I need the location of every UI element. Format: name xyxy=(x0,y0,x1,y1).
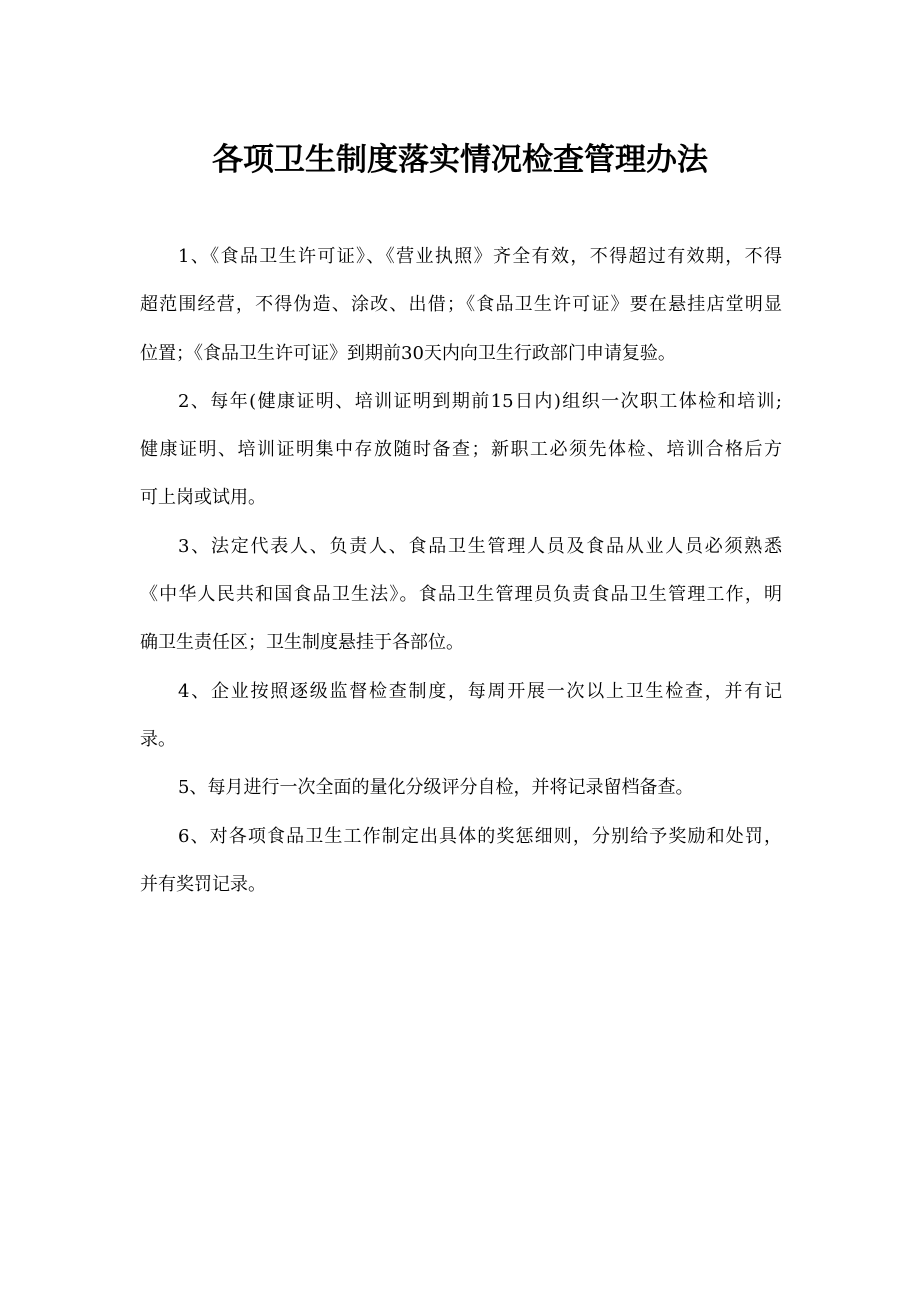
text-line: 1、《食品卫生许可证》、《营业执照》齐全有效，不得超过有效期，不得 xyxy=(178,246,782,267)
paragraph-5 xyxy=(140,771,782,819)
text-line: 确卫生责任区；卫生制度悬挂于各部位。 xyxy=(140,632,464,654)
text-line: 5、每月进行一次全面的量化分级评分自检，并将记录留档备查。 xyxy=(178,777,694,799)
text-line: 健康证明、培训证明集中存放随时备查；新职工必须先体检、培训合格后方 xyxy=(140,439,782,461)
text-line: 位置；《食品卫生许可证》到期前30天内向卫生行政部门申请复验。 xyxy=(140,342,676,364)
paragraph-4 xyxy=(140,675,782,772)
text-line: 超范围经营，不得伪造、涂改、出借；《食品卫生许可证》要在悬挂店堂明显 xyxy=(140,294,782,316)
paragraph-1 xyxy=(140,240,782,385)
document-title: 各项卫生制度落实情况检查管理办法 xyxy=(212,142,708,178)
text-line: 3、法定代表人、负责人、食品卫生管理人员及食品从业人员必须熟悉 xyxy=(178,535,782,557)
paragraph-6 xyxy=(140,820,782,917)
text-line: 录。 xyxy=(140,728,176,750)
document-body xyxy=(140,240,782,916)
text-line: 并有奖罚记录。 xyxy=(140,873,266,895)
text-line: 6、对各项食品卫生工作制定出具体的奖惩细则，分别给予奖励和处罚， xyxy=(178,825,782,847)
text-line: 可上岗或试用。 xyxy=(140,487,266,509)
text-line: 2、每年(健康证明、培训证明到期前15日内)组织一次职工体检和培训; xyxy=(178,390,782,412)
text-line: 《中华人民共和国食品卫生法》。食品卫生管理员负责食品卫生管理工作，明 xyxy=(140,584,782,606)
paragraph-3 xyxy=(140,530,782,675)
text-line: 4、企业按照逐级监督检查制度，每周开展一次以上卫生检查，并有记 xyxy=(178,680,782,702)
paragraph-2 xyxy=(140,385,782,530)
